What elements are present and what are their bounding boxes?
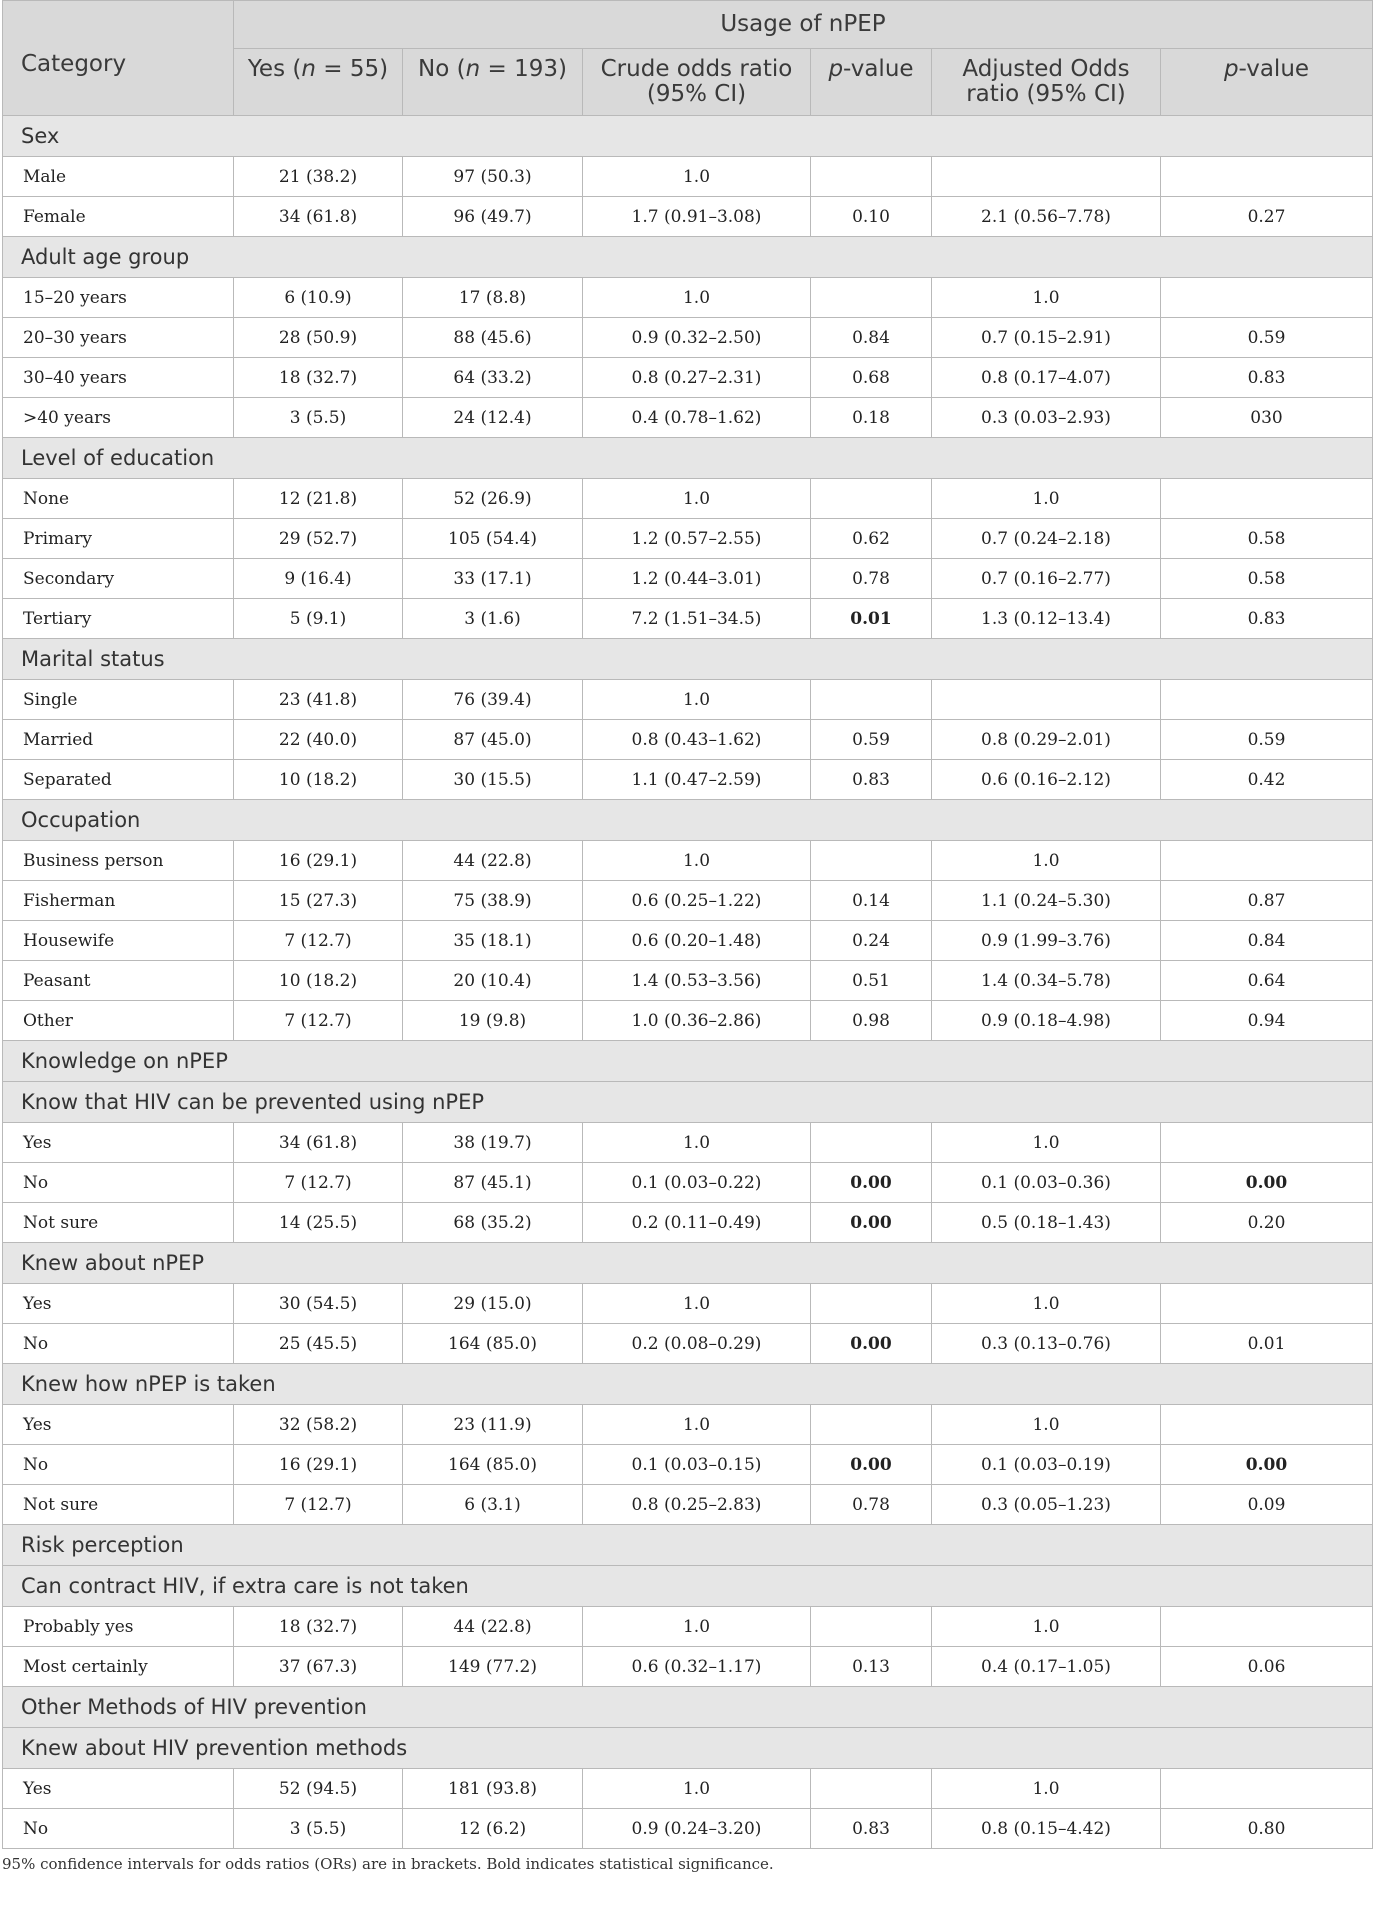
no-count: 44 (22.8) — [403, 841, 583, 881]
row-label: Not sure — [3, 1485, 234, 1525]
crude-odds-ratio: 1.1 (0.47–2.59) — [583, 760, 811, 800]
crude-p-value: 0.00 — [811, 1324, 932, 1364]
section-title: Knowledge on nPEP — [3, 1041, 1373, 1082]
adjusted-p-value — [1161, 1284, 1373, 1324]
row-label: No — [3, 1163, 234, 1203]
crude-p-value: 0.68 — [811, 358, 932, 398]
yes-count: 3 (5.5) — [234, 1809, 403, 1849]
adjusted-p-value: 0.06 — [1161, 1647, 1373, 1687]
yes-column-header: Yes (n = 55) — [234, 49, 403, 116]
table-row — [3, 720, 1373, 760]
adjusted-odds-ratio: 0.3 (0.13–0.76) — [932, 1324, 1161, 1364]
adjusted-p-value: 0.42 — [1161, 760, 1373, 800]
crude-p-value: 0.24 — [811, 921, 932, 961]
crude-odds-ratio: 0.9 (0.24–3.20) — [583, 1809, 811, 1849]
yes-count: 7 (12.7) — [234, 1163, 403, 1203]
crude-p-value: 0.59 — [811, 720, 932, 760]
adjusted-p-value — [1161, 1607, 1373, 1647]
crude-p-value: 0.51 — [811, 961, 932, 1001]
table-row — [3, 1405, 1373, 1445]
adjusted-odds-ratio: 1.0 — [932, 479, 1161, 519]
crude-p-value — [811, 157, 932, 197]
row-label: Fisherman — [3, 881, 234, 921]
no-count: 19 (9.8) — [403, 1001, 583, 1041]
adjusted-odds-ratio: 0.9 (1.99–3.76) — [932, 921, 1161, 961]
section-header-row — [3, 1243, 1373, 1284]
section-header-row — [3, 1364, 1373, 1405]
no-count: 29 (15.0) — [403, 1284, 583, 1324]
no-count: 35 (18.1) — [403, 921, 583, 961]
section-header-row — [3, 1082, 1373, 1123]
table-row — [3, 1163, 1373, 1203]
table-header — [3, 1, 1373, 116]
section-header-row — [3, 1041, 1373, 1082]
adjusted-p-value — [1161, 680, 1373, 720]
adjusted-p-value: 030 — [1161, 398, 1373, 438]
table-row — [3, 841, 1373, 881]
adjusted-p-value — [1161, 1123, 1373, 1163]
npep-usage-table — [2, 0, 1373, 1849]
table-row — [3, 157, 1373, 197]
yes-count: 34 (61.8) — [234, 1123, 403, 1163]
section-title: Can contract HIV, if extra care is not taken — [3, 1566, 1373, 1607]
category-header: Category — [3, 1, 234, 116]
crude-p-value: 0.13 — [811, 1647, 932, 1687]
table-row — [3, 1769, 1373, 1809]
adjusted-p-value: 0.58 — [1161, 559, 1373, 599]
crude-odds-ratio: 0.1 (0.03–0.22) — [583, 1163, 811, 1203]
group-header: Usage of nPEP — [234, 1, 1373, 49]
section-header-row — [3, 1525, 1373, 1566]
crude-odds-ratio: 0.8 (0.27–2.31) — [583, 358, 811, 398]
adjusted-odds-ratio: 1.4 (0.34–5.78) — [932, 961, 1161, 1001]
crude-p-value: 0.14 — [811, 881, 932, 921]
yes-count: 32 (58.2) — [234, 1405, 403, 1445]
adjusted-p-value: 0.83 — [1161, 599, 1373, 639]
table-footnote: 95% confidence intervals for odds ratios (ORs) are in brackets. Bold indicates statistical significance. — [2, 1855, 774, 1873]
row-label: Yes — [3, 1284, 234, 1324]
table-row — [3, 1445, 1373, 1485]
adjusted-p-value — [1161, 479, 1373, 519]
table-row — [3, 760, 1373, 800]
yes-count: 18 (32.7) — [234, 358, 403, 398]
adjusted-p-value: 0.09 — [1161, 1485, 1373, 1525]
yes-count: 30 (54.5) — [234, 1284, 403, 1324]
crude-odds-ratio: 1.0 — [583, 479, 811, 519]
no-count: 76 (39.4) — [403, 680, 583, 720]
yes-count: 15 (27.3) — [234, 881, 403, 921]
yes-count: 37 (67.3) — [234, 1647, 403, 1687]
crude-p-value: 0.00 — [811, 1445, 932, 1485]
adjusted-odds-ratio — [932, 680, 1161, 720]
adjusted-odds-ratio: 0.1 (0.03–0.36) — [932, 1163, 1161, 1203]
crude-odds-ratio: 1.0 — [583, 1769, 811, 1809]
yes-count: 23 (41.8) — [234, 680, 403, 720]
section-header-row — [3, 1566, 1373, 1607]
crude-pvalue-column-header: p-value — [811, 49, 932, 116]
table-row — [3, 318, 1373, 358]
crude-odds-ratio: 1.0 (0.36–2.86) — [583, 1001, 811, 1041]
section-header-row — [3, 1687, 1373, 1728]
crude-odds-ratio: 0.2 (0.08–0.29) — [583, 1324, 811, 1364]
crude-p-value: 0.83 — [811, 1809, 932, 1849]
adjusted-odds-ratio: 1.0 — [932, 278, 1161, 318]
crude-p-value: 0.18 — [811, 398, 932, 438]
yes-count: 18 (32.7) — [234, 1607, 403, 1647]
adjusted-p-value: 0.58 — [1161, 519, 1373, 559]
row-label: Other — [3, 1001, 234, 1041]
yes-count: 14 (25.5) — [234, 1203, 403, 1243]
row-label: Housewife — [3, 921, 234, 961]
row-label: >40 years — [3, 398, 234, 438]
crude-odds-ratio: 1.0 — [583, 278, 811, 318]
row-label: Male — [3, 157, 234, 197]
adjusted-odds-ratio: 0.7 (0.15–2.91) — [932, 318, 1161, 358]
adjusted-odds-ratio: 0.8 (0.15–4.42) — [932, 1809, 1161, 1849]
adjusted-p-value: 0.94 — [1161, 1001, 1373, 1041]
crude-odds-ratio: 0.6 (0.32–1.17) — [583, 1647, 811, 1687]
adjusted-odds-ratio: 0.3 (0.03–2.93) — [932, 398, 1161, 438]
crude-odds-ratio: 1.0 — [583, 1405, 811, 1445]
crude-odds-ratio: 1.0 — [583, 1123, 811, 1163]
row-label: Tertiary — [3, 599, 234, 639]
row-label: None — [3, 479, 234, 519]
row-label: Not sure — [3, 1203, 234, 1243]
crude-odds-ratio: 0.6 (0.20–1.48) — [583, 921, 811, 961]
adjusted-odds-ratio: 0.6 (0.16–2.12) — [932, 760, 1161, 800]
crude-or-column-header: Crude odds ratio (95% CI) — [583, 49, 811, 116]
table-row — [3, 1607, 1373, 1647]
yes-count: 12 (21.8) — [234, 479, 403, 519]
row-label: Peasant — [3, 961, 234, 1001]
yes-count: 3 (5.5) — [234, 398, 403, 438]
crude-p-value — [811, 479, 932, 519]
yes-count: 34 (61.8) — [234, 197, 403, 237]
crude-odds-ratio: 0.2 (0.11–0.49) — [583, 1203, 811, 1243]
no-count: 75 (38.9) — [403, 881, 583, 921]
adjusted-odds-ratio: 1.0 — [932, 1123, 1161, 1163]
table-row — [3, 1001, 1373, 1041]
section-header-row — [3, 800, 1373, 841]
table-row — [3, 358, 1373, 398]
no-count: 68 (35.2) — [403, 1203, 583, 1243]
section-title: Marital status — [3, 639, 1373, 680]
crude-p-value: 0.98 — [811, 1001, 932, 1041]
yes-count: 7 (12.7) — [234, 921, 403, 961]
no-count: 6 (3.1) — [403, 1485, 583, 1525]
row-label: Most certainly — [3, 1647, 234, 1687]
no-count: 24 (12.4) — [403, 398, 583, 438]
no-count: 164 (85.0) — [403, 1445, 583, 1485]
yes-count: 16 (29.1) — [234, 1445, 403, 1485]
adjusted-odds-ratio: 1.3 (0.12–13.4) — [932, 599, 1161, 639]
crude-odds-ratio: 1.4 (0.53–3.56) — [583, 961, 811, 1001]
adjusted-odds-ratio — [932, 157, 1161, 197]
row-label: No — [3, 1324, 234, 1364]
no-count: 38 (19.7) — [403, 1123, 583, 1163]
section-header-row — [3, 438, 1373, 479]
adjusted-odds-ratio: 1.0 — [932, 1769, 1161, 1809]
row-label: Probably yes — [3, 1607, 234, 1647]
adjusted-odds-ratio: 0.5 (0.18–1.43) — [932, 1203, 1161, 1243]
no-count: 20 (10.4) — [403, 961, 583, 1001]
crude-odds-ratio: 7.2 (1.51–34.5) — [583, 599, 811, 639]
table-row — [3, 1123, 1373, 1163]
table-row — [3, 881, 1373, 921]
adjusted-p-value: 0.80 — [1161, 1809, 1373, 1849]
yes-count: 9 (16.4) — [234, 559, 403, 599]
no-count: 3 (1.6) — [403, 599, 583, 639]
row-label: Married — [3, 720, 234, 760]
crude-odds-ratio: 1.0 — [583, 680, 811, 720]
row-label: No — [3, 1445, 234, 1485]
crude-odds-ratio: 0.9 (0.32–2.50) — [583, 318, 811, 358]
crude-odds-ratio: 0.8 (0.43–1.62) — [583, 720, 811, 760]
crude-odds-ratio: 0.1 (0.03–0.15) — [583, 1445, 811, 1485]
table-row — [3, 961, 1373, 1001]
adjusted-odds-ratio: 1.0 — [932, 1405, 1161, 1445]
yes-count: 5 (9.1) — [234, 599, 403, 639]
adjusted-odds-ratio: 0.1 (0.03–0.19) — [932, 1445, 1161, 1485]
adjusted-p-value: 0.84 — [1161, 921, 1373, 961]
yes-count: 29 (52.7) — [234, 519, 403, 559]
crude-p-value: 0.78 — [811, 559, 932, 599]
crude-odds-ratio: 1.2 (0.44–3.01) — [583, 559, 811, 599]
adjusted-odds-ratio: 0.7 (0.24–2.18) — [932, 519, 1161, 559]
section-title: Knew about nPEP — [3, 1243, 1373, 1284]
row-label: Yes — [3, 1405, 234, 1445]
crude-p-value: 0.01 — [811, 599, 932, 639]
row-label: Single — [3, 680, 234, 720]
no-count: 87 (45.0) — [403, 720, 583, 760]
no-count: 30 (15.5) — [403, 760, 583, 800]
adjusted-odds-ratio: 0.7 (0.16–2.77) — [932, 559, 1161, 599]
adjusted-p-value: 0.00 — [1161, 1163, 1373, 1203]
section-title: Occupation — [3, 800, 1373, 841]
adjusted-p-value — [1161, 841, 1373, 881]
section-title: Risk perception — [3, 1525, 1373, 1566]
section-title: Knew how nPEP is taken — [3, 1364, 1373, 1405]
no-column-header: No (n = 193) — [403, 49, 583, 116]
table-row — [3, 398, 1373, 438]
table-row — [3, 1324, 1373, 1364]
section-title: Know that HIV can be prevented using nPEP — [3, 1082, 1373, 1123]
crude-p-value: 0.10 — [811, 197, 932, 237]
crude-odds-ratio: 1.0 — [583, 1284, 811, 1324]
adjusted-odds-ratio: 0.3 (0.05–1.23) — [932, 1485, 1161, 1525]
no-count: 17 (8.8) — [403, 278, 583, 318]
adjusted-p-value: 0.01 — [1161, 1324, 1373, 1364]
section-title: Adult age group — [3, 237, 1373, 278]
table-row — [3, 1284, 1373, 1324]
yes-count: 7 (12.7) — [234, 1485, 403, 1525]
crude-odds-ratio: 1.0 — [583, 841, 811, 881]
crude-p-value — [811, 278, 932, 318]
adjusted-odds-ratio: 1.1 (0.24–5.30) — [932, 881, 1161, 921]
table-row — [3, 680, 1373, 720]
no-count: 52 (26.9) — [403, 479, 583, 519]
yes-count: 10 (18.2) — [234, 760, 403, 800]
adjusted-p-value — [1161, 1405, 1373, 1445]
section-header-row — [3, 639, 1373, 680]
no-count: 96 (49.7) — [403, 197, 583, 237]
crude-p-value — [811, 1405, 932, 1445]
no-count: 87 (45.1) — [403, 1163, 583, 1203]
section-header-row — [3, 116, 1373, 157]
crude-p-value: 0.00 — [811, 1203, 932, 1243]
table-row — [3, 1809, 1373, 1849]
crude-odds-ratio: 1.0 — [583, 1607, 811, 1647]
table-row — [3, 519, 1373, 559]
adjusted-p-value: 0.27 — [1161, 197, 1373, 237]
section-header-row — [3, 237, 1373, 278]
no-count: 33 (17.1) — [403, 559, 583, 599]
no-count: 12 (6.2) — [403, 1809, 583, 1849]
row-label: Primary — [3, 519, 234, 559]
crude-p-value — [811, 1284, 932, 1324]
yes-count: 10 (18.2) — [234, 961, 403, 1001]
adjusted-p-value — [1161, 278, 1373, 318]
row-label: 15–20 years — [3, 278, 234, 318]
row-label: 30–40 years — [3, 358, 234, 398]
crude-odds-ratio: 1.7 (0.91–3.08) — [583, 197, 811, 237]
row-label: Female — [3, 197, 234, 237]
table-row — [3, 278, 1373, 318]
adjusted-p-value: 0.20 — [1161, 1203, 1373, 1243]
crude-p-value: 0.84 — [811, 318, 932, 358]
no-count: 64 (33.2) — [403, 358, 583, 398]
section-title: Knew about HIV prevention methods — [3, 1728, 1373, 1769]
table-row — [3, 197, 1373, 237]
row-label: Yes — [3, 1769, 234, 1809]
no-count: 105 (54.4) — [403, 519, 583, 559]
adjusted-odds-ratio: 0.9 (0.18–4.98) — [932, 1001, 1161, 1041]
crude-odds-ratio: 0.6 (0.25–1.22) — [583, 881, 811, 921]
section-header-row — [3, 1728, 1373, 1769]
adjusted-odds-ratio: 1.0 — [932, 1284, 1161, 1324]
adjusted-p-value — [1161, 1769, 1373, 1809]
section-title: Other Methods of HIV prevention — [3, 1687, 1373, 1728]
crude-p-value: 0.62 — [811, 519, 932, 559]
yes-count: 16 (29.1) — [234, 841, 403, 881]
table-row — [3, 1485, 1373, 1525]
crude-p-value — [811, 1769, 932, 1809]
crude-p-value — [811, 841, 932, 881]
yes-count: 52 (94.5) — [234, 1769, 403, 1809]
crude-odds-ratio: 1.2 (0.57–2.55) — [583, 519, 811, 559]
no-count: 44 (22.8) — [403, 1607, 583, 1647]
crude-p-value — [811, 1123, 932, 1163]
adjusted-p-value: 0.59 — [1161, 720, 1373, 760]
adjusted-p-value: 0.83 — [1161, 358, 1373, 398]
adjusted-p-value: 0.00 — [1161, 1445, 1373, 1485]
adjusted-odds-ratio: 0.8 (0.29–2.01) — [932, 720, 1161, 760]
adjusted-pvalue-column-header: p-value — [1161, 49, 1373, 116]
yes-count: 22 (40.0) — [234, 720, 403, 760]
no-count: 149 (77.2) — [403, 1647, 583, 1687]
no-count: 88 (45.6) — [403, 318, 583, 358]
no-count: 181 (93.8) — [403, 1769, 583, 1809]
row-label: Separated — [3, 760, 234, 800]
adjusted-odds-ratio: 1.0 — [932, 841, 1161, 881]
table-row — [3, 1647, 1373, 1687]
crude-p-value — [811, 1607, 932, 1647]
adjusted-or-column-header: Adjusted Odds ratio (95% CI) — [932, 49, 1161, 116]
table-row — [3, 559, 1373, 599]
crude-odds-ratio: 1.0 — [583, 157, 811, 197]
crude-odds-ratio: 0.8 (0.25–2.83) — [583, 1485, 811, 1525]
adjusted-odds-ratio: 0.4 (0.17–1.05) — [932, 1647, 1161, 1687]
table-row — [3, 921, 1373, 961]
crude-p-value: 0.78 — [811, 1485, 932, 1525]
table-row — [3, 599, 1373, 639]
row-label: Yes — [3, 1123, 234, 1163]
adjusted-odds-ratio: 1.0 — [932, 1607, 1161, 1647]
adjusted-odds-ratio: 0.8 (0.17–4.07) — [932, 358, 1161, 398]
section-title: Level of education — [3, 438, 1373, 479]
adjusted-odds-ratio: 2.1 (0.56–7.78) — [932, 197, 1161, 237]
crude-p-value: 0.00 — [811, 1163, 932, 1203]
yes-count: 6 (10.9) — [234, 278, 403, 318]
section-title: Sex — [3, 116, 1373, 157]
no-count: 23 (11.9) — [403, 1405, 583, 1445]
adjusted-p-value: 0.64 — [1161, 961, 1373, 1001]
row-label: Secondary — [3, 559, 234, 599]
table-row — [3, 479, 1373, 519]
adjusted-p-value: 0.59 — [1161, 318, 1373, 358]
table-body — [3, 116, 1373, 1849]
no-count: 97 (50.3) — [403, 157, 583, 197]
crude-p-value — [811, 680, 932, 720]
row-label: 20–30 years — [3, 318, 234, 358]
row-label: Business person — [3, 841, 234, 881]
adjusted-p-value: 0.87 — [1161, 881, 1373, 921]
crude-p-value: 0.83 — [811, 760, 932, 800]
yes-count: 25 (45.5) — [234, 1324, 403, 1364]
yes-count: 7 (12.7) — [234, 1001, 403, 1041]
table-row — [3, 1203, 1373, 1243]
yes-count: 21 (38.2) — [234, 157, 403, 197]
adjusted-p-value — [1161, 157, 1373, 197]
yes-count: 28 (50.9) — [234, 318, 403, 358]
row-label: No — [3, 1809, 234, 1849]
crude-odds-ratio: 0.4 (0.78–1.62) — [583, 398, 811, 438]
no-count: 164 (85.0) — [403, 1324, 583, 1364]
